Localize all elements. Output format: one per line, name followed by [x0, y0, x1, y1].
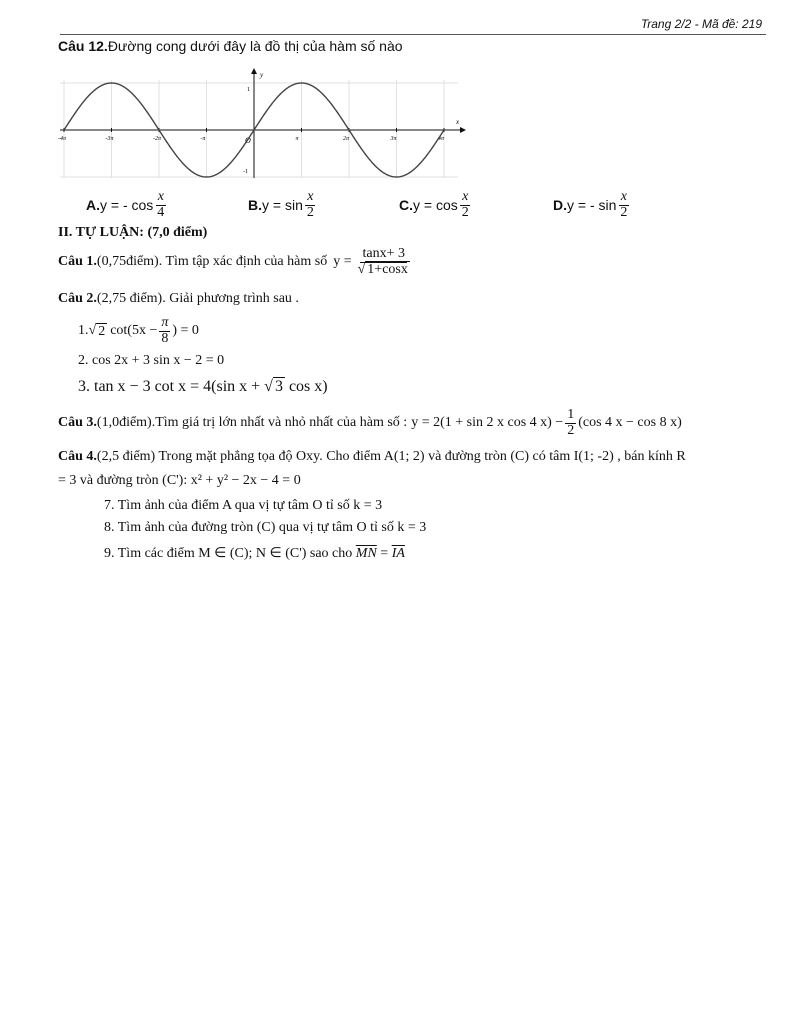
question-2	[58, 291, 299, 307]
y-tick-minus-1: -1	[243, 169, 248, 175]
question-1-num: tanx+ 3	[362, 246, 405, 261]
x-tick-label: π	[295, 136, 299, 142]
option-b[interactable]	[248, 190, 318, 220]
option-a-num: x	[157, 189, 164, 204]
option-b-den: 2	[306, 204, 314, 220]
vector-mn: $\overline{MN}$	[355, 546, 377, 561]
question-12-label: Câu 12.	[58, 38, 108, 54]
question-4-item-8: 8. Tìm ảnh của đường tròn (C) qua vị tự tâm O tỉ số k = 3	[104, 520, 427, 535]
option-d-num: x	[620, 189, 628, 204]
question-4-line2: = 3 và đường tròn (C'): x² + y² − 2x − 4 = 0	[58, 473, 301, 488]
q2-eq3-root: 3	[274, 378, 283, 395]
x-tick-label: -π	[200, 136, 206, 142]
question-3-expr-a: y = 2(1 + sin 2 x cos 4 x) −	[411, 415, 564, 431]
question-4-line1: (2,5 điểm) Trong mặt phẳng tọa độ Oxy. Cho điểm A(1; 2) và đường tròn (C) có tâm I(1; -2) , bán kính R	[96, 449, 686, 464]
vector-ia: $\overline{IA}$	[391, 546, 405, 561]
page-header: Trang 2/2 - Mã đề: 219	[640, 17, 762, 31]
x-axis-label: x	[456, 118, 460, 126]
x-tick-label: -3π	[105, 136, 114, 142]
question-1-text: (0,75điểm). Tìm tập xác định của hàm số	[96, 254, 328, 270]
question-4	[58, 449, 770, 465]
option-c-num: x	[462, 189, 469, 204]
question-1-lhs: y =	[333, 254, 352, 270]
q2-eq1-a: cot(5x −	[110, 323, 158, 339]
question-2-label: Câu 2.	[58, 291, 97, 306]
option-b-letter: B.	[248, 197, 262, 214]
y-axis-label: y	[260, 71, 264, 79]
question-1-den-root: 1+cosx	[367, 261, 408, 277]
question-12	[58, 38, 403, 54]
option-d-prefix: y = - sin	[567, 197, 617, 214]
question-4-label: Câu 4.	[58, 449, 97, 464]
header-divider	[60, 34, 766, 35]
question-3-text: (1,0điểm).Tìm giá trị lớn nhất và nhỏ nhất của hàm số :	[96, 415, 408, 431]
option-b-num: x	[307, 189, 314, 204]
x-tick-label: 3π	[390, 136, 397, 142]
x-tick-label: 2π	[343, 136, 350, 142]
option-a-den: 4	[157, 204, 165, 220]
question-2-eq3: 3. tan x − 3 cot x = 4(sin x + √ 3 cos x)	[78, 378, 328, 395]
option-a-prefix: y = - cos	[100, 197, 154, 214]
option-a[interactable]	[86, 190, 168, 220]
question-2-eq2: 2. cos 2x + 3 sin x − 2 = 0	[78, 353, 225, 368]
y-tick-1: 1	[247, 87, 250, 93]
x-tick-label: 4π	[438, 136, 445, 142]
x-axis-arrow	[460, 127, 466, 133]
question-1-label: Câu 1.	[58, 254, 97, 270]
option-c-letter: C.	[399, 197, 413, 214]
q2-eq1-den: 8	[161, 330, 169, 346]
q2-eq3-b: cos x)	[288, 378, 328, 395]
question-4-item-7: 7. Tìm ảnh của điểm A qua vị tự tâm O tỉ số k = 3	[104, 498, 383, 513]
q4-item9-text: 9. Tìm các điểm M ∈ (C); N ∈ (C') sao cho	[104, 546, 353, 561]
question-2-text: (2,75 điểm). Giải phương trình sau .	[96, 291, 299, 306]
question-4-item-9	[104, 545, 405, 562]
question-1: Câu 1. (0,75điểm). Tìm tập xác định của hàm số y = $\frac{\tan x+ 3}{√ 1+\cos x}$	[58, 246, 408, 277]
option-d[interactable]	[553, 190, 631, 220]
option-c-den: 2	[461, 204, 469, 220]
option-d-den: 2	[620, 204, 628, 220]
question-3-num: 1	[567, 407, 575, 422]
sine-graph	[58, 66, 468, 180]
section-essay-title: II. TỰ LUẬN: (7,0 điểm)	[58, 225, 208, 240]
option-a-letter: A.	[86, 197, 100, 214]
x-tick-label: -4π	[58, 136, 67, 142]
x-tick-labels	[58, 128, 445, 145]
graph-grid	[60, 80, 458, 178]
q2-eq3-a: 3. tan x − 3 cot x = 4(sin x +	[78, 378, 261, 395]
q2-eq1-root: 2	[98, 323, 106, 339]
option-c-prefix: y = cos	[413, 197, 458, 214]
q2-eq1-b: ) = 0	[172, 323, 199, 339]
question-12-text: Đường cong dưới đây là đồ thị của hàm số nào	[107, 38, 403, 54]
y-axis-arrow	[251, 68, 257, 74]
vector-eq: =	[380, 546, 389, 561]
question-3-den: 2	[567, 422, 575, 438]
question-2-eq1: 1. √ 2 cot(5x − $\frac{\pi}{8}$ ) = 0	[78, 315, 199, 346]
q2-eq1-lead: 1.	[78, 323, 89, 339]
question-3-expr-b: (cos 4 x − cos 8 x)	[578, 415, 682, 431]
question-3-label: Câu 3.	[58, 415, 97, 431]
question-3	[58, 408, 682, 438]
q2-eq1-num: π	[161, 315, 169, 330]
option-d-letter: D.	[553, 197, 567, 214]
x-tick-label: O	[245, 136, 251, 145]
option-b-prefix: y = sin	[262, 197, 303, 214]
x-tick-label: -2π	[153, 136, 162, 142]
option-c[interactable]	[399, 190, 473, 220]
